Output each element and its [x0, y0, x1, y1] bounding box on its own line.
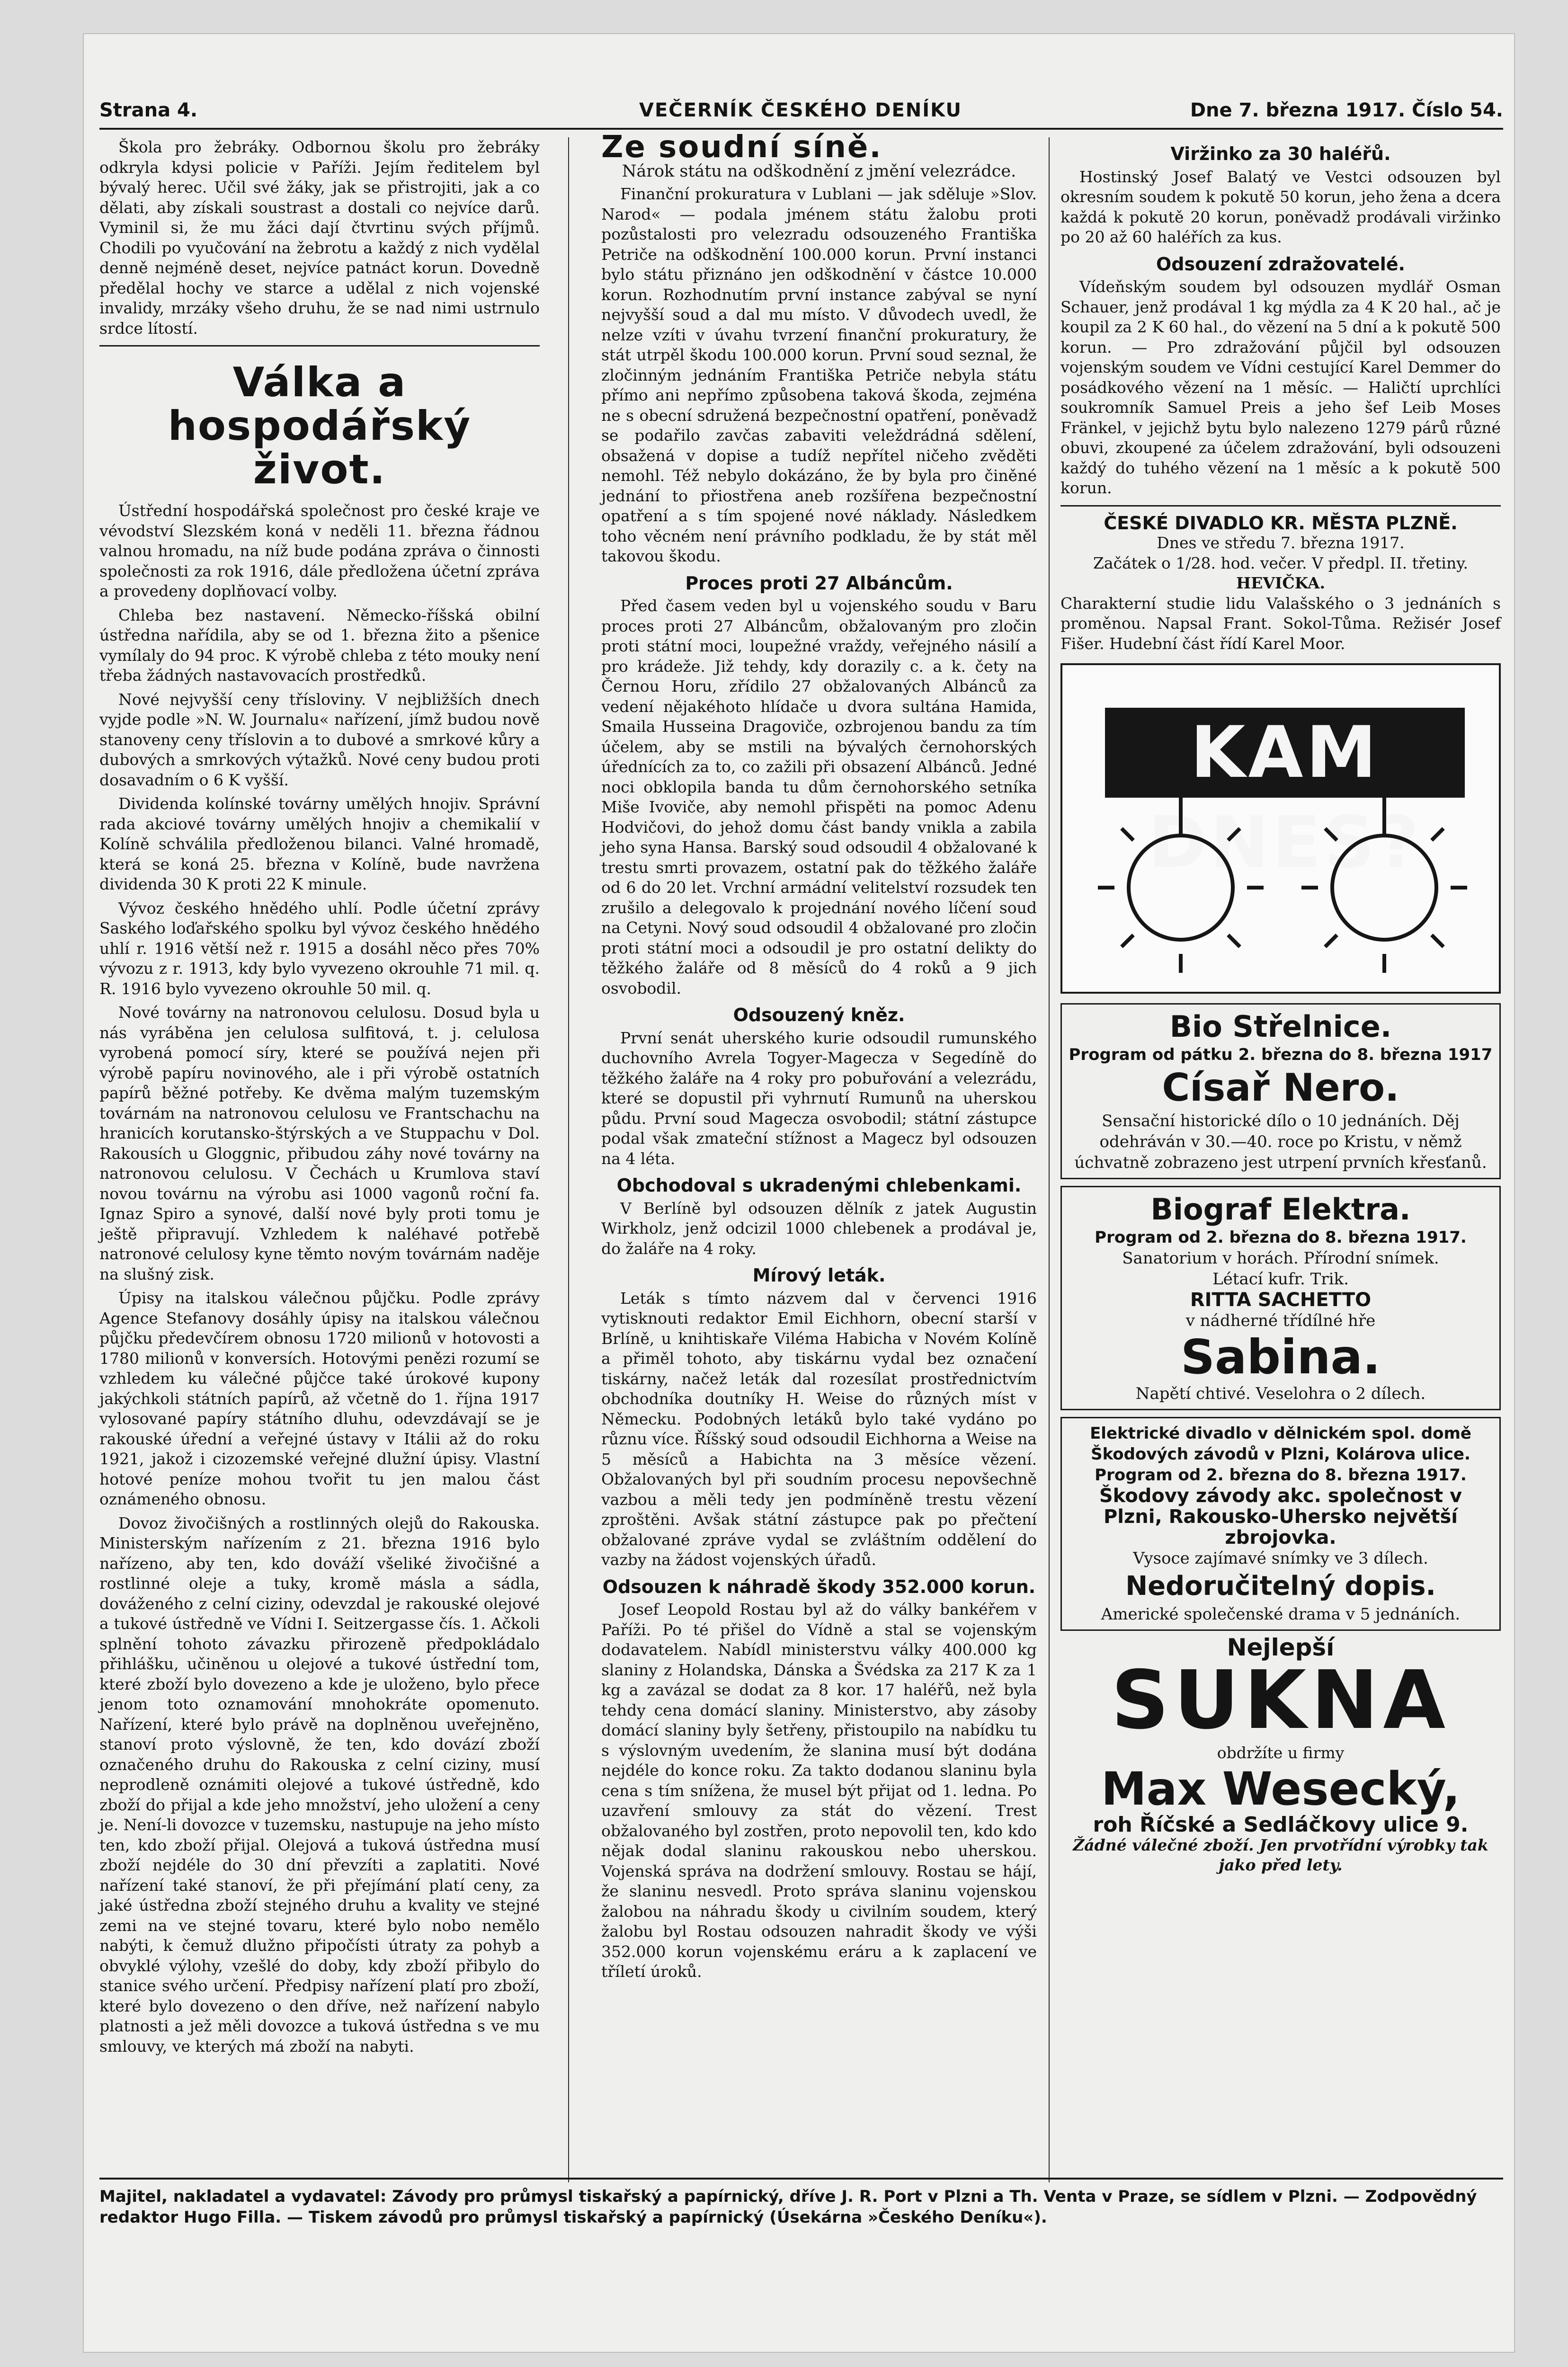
- elektra-program: Program od 2. března do 8. března 1917.: [1095, 1228, 1467, 1247]
- dom-film-2: Nedoručitelný dopis.: [1125, 1571, 1436, 1602]
- elektra-line-3: RITTA SACHETTO: [1190, 1289, 1372, 1311]
- sukna-note: Žádné válečné zboží. Jen prvotřídní výrobky tak jako před lety.: [1073, 1835, 1488, 1874]
- court-subtitle: Nárok státu na odškodnění z jmění velezrádce.: [622, 161, 1016, 181]
- bio-desc: Sensační historické dílo o 10 jednáních. Děj odehráván v 30.—40. roce po Kristu, v němž úchvatně zobrazeno jest utrpení prvních křesťanů.: [1074, 1112, 1487, 1172]
- separator: [99, 345, 540, 347]
- sukna-firm: Max Wesecký,: [1101, 1762, 1460, 1815]
- elektra-name: Biograf Elektra.: [1150, 1192, 1411, 1227]
- column-left: [99, 137, 540, 2060]
- theatre-notice: [1060, 513, 1501, 654]
- page-number: Strana 4.: [99, 99, 198, 121]
- separator: [1060, 505, 1501, 507]
- dom-desc-2: Americké společenské drama v 5 jednáních.: [1101, 1605, 1461, 1624]
- column-divider: [568, 137, 569, 2182]
- court-article-4: V Berlíně byl odsouzen dělník z jatek Augustin Wirkholz, jenž odcizil 1000 chlebenek a prodával je, do žaláře na 4 roky.: [601, 1199, 1037, 1258]
- theatre-name: ČESKÉ DIVADLO KR. MĚSTA PLZNĚ.: [1104, 512, 1458, 534]
- court-section-title: Ze soudní síně.: [601, 130, 882, 165]
- dom-line-1: Elektrické divadlo v dělnickém spol. domě Škodových závodů v Plzni, Kolárova ulice.: [1090, 1424, 1471, 1464]
- sukna-pre: Nejlepší: [1227, 1634, 1335, 1661]
- section-title: Válka a hospodářský život.: [168, 359, 472, 493]
- bio-name: Bio Střelnice.: [1169, 1009, 1392, 1044]
- kam-dnes-sign: KAM DNES?: [1105, 708, 1465, 798]
- dom-program: Program od 2. března do 8. března 1917.: [1095, 1466, 1467, 1485]
- elektra-film: Sabina.: [1180, 1329, 1381, 1385]
- theatre-date: Dnes ve středu 7. března 1917.: [1157, 534, 1405, 552]
- elektra-line-1: Sanatorium v horách. Přírodní snímek.: [1122, 1249, 1439, 1268]
- bio-strelnice-ad: [1060, 1003, 1501, 1179]
- elektra-line-4: v nádherné třídílné hře: [1185, 1311, 1376, 1330]
- headline-nahrada: Odsouzen k náhradě škody 352.000 korun.: [602, 1576, 1036, 1597]
- theatre-play: HEVIČKA.: [1236, 574, 1326, 592]
- theatre-time: Začátek o 1/28. hod. večer. V předpl. II. třetiny.: [1093, 553, 1468, 572]
- page-header: [99, 95, 1503, 130]
- econ-item-4: Dividenda kolínské továrny umělých hnojiv. Správní rada akciové továrny umělých hnojiv a chemikalií v Kolíně schválila předloženou bilanci. Valné hromadě, která se koná 25. března v Kolíně, bude navržena dividenda 30 K proti 22 K minule.: [99, 794, 540, 893]
- sukna-ad: [1060, 1634, 1501, 1876]
- court-article-1: Finanční prokuratura v Lublani — jak sděluje »Slov. Narod« — podala jménem státu žalobu proti pozůstalosti pro velezradu odsouzeného Františka Petriče na odškodnění 100.000 korun. První instanci bylo státu přiznáno jen odškodnění v částce 10.000 korun. Rozhodnutím první instance zabýval se nyní nejvyšší soud a dal mu místo. V důvodech uvedl, že nelze vzíti v úvahu tvrzení finanční prokuratury, že stát utrpěl škodu 100.000 korun. První soud seznal, že zločinným jednáním Františka Petriče nebyla státu přímo ani nepřímo způsobena taková škoda, zejména ne s obecní sdružená bezpečnostní opatření, poněvadž se podařilo zavčas zabaviti veleždrádná sdělení, obsažená v dopise a tudíž nepřítel ničeho zvěděti nemohl. Též nebylo dokázáno, že by byla pro činěné jednání to přiostřena aneb rozšířena bezpečnostní opatření a s tím spojené nové náklady. Následkem toho věcném není právního podkladu, že by stát měl takovou škodu.: [601, 185, 1037, 565]
- elektra-line-2: Létací kufr. Trik.: [1212, 1270, 1349, 1289]
- headline-albanci: Proces proti 27 Albáncům.: [685, 572, 953, 594]
- court-article-3: První senát uherského kurie odsoudil rumunského duchovního Avrela Togyer-Magecza v Segedíně do těžkého žaláře na 4 roky pro pobuřování a velezrádu, které se dopustil při vyhrnutí Rumunů na uherskou půdu. První soud Magecza osvobodil; státní zástupce podal však zmateční stížnost a Magecz byl odsouzen na 4 léta.: [601, 1028, 1037, 1168]
- sun-lamps-illustration: [1062, 665, 1498, 987]
- headline-letak: Mírový leták.: [752, 1265, 886, 1286]
- dom-film-1: Škodovy závody akc. společnost v Plzni, Rakousko-Uhersko největší zbrojovka.: [1099, 1485, 1462, 1548]
- headline-chlebenky: Obchodoval s ukradenými chlebenkami.: [616, 1175, 1022, 1196]
- econ-item-3: Nové nejvyšší ceny třísloviny. V nejbližších dnech vyjde podle »N. W. Journalu« nařízení, jímž budou nově stanoveny ceny tříslovin a to dubové a smrkové kůry a dubových a smrkových výtažků. Nové ceny budou proti dosavadním o 6 K vyšší.: [99, 690, 540, 789]
- econ-item-7: Úpisy na italskou válečnou půjčku. Podle zprávy Agence Stefanovy dosáhly úpisy na italskou válečnou půjčku předevčírem obnosu 1720 milionů v hotovosti a 1780 milionů v konversích. Hotovými penězi rozumí se vzhledem ku válečné půjčce také úrokové kupony jakýchkoli státních papírů, až včetně do 1. října 1917 vylosované papíry státního dluhu, odevzdávají se je rakouské úřední a veřejné ústavy v Itálii až do roku 1921, jakož i cizozemské veřejné dlužní úpisy. Vlastní hotové peníze mohou tvořit tu jen malou část oznámeného obnosu.: [99, 1289, 540, 1508]
- bio-film: Císař Nero.: [1162, 1066, 1399, 1110]
- article-skola: Škola pro žebráky. Odbornou školu pro žebráky odkryla kdysi policie v Paříži. Jejím ředitelem byl bývalý herec. Učil své žáky, jak se přistrojiti, jak a co dělati, aby získali soustrast a dostali co nejvíce darů. Vyminil si, že mu žáci dají čtvrtinu svých příjmů. Chodili po vyučování na žebrotu a každý z nich vydělal denně nejméně deset, nejvíce patnáct korun. Dovedně předělal hochy ve starce a udělal z nich vojenské invalidy, mrzáky všeho druhu, že se nad nimi ustrnulo srdce lítostí.: [99, 138, 540, 338]
- article-zdrazovatele: Vídeňským soudem byl odsouzen mydlář Osman Schauer, jenž prodával 1 kg mýdla za 4 K 20 hal., ač je koupil za 2 K 60 hal., do vězení na 5 dní a k pokutě 500 korun. — Pro zdražování půjčil byl odsouzen vojenským soudem ve Vídni cestující Karel Demmer do posádkového vězení na 1 měsíc. — Haličtí uprchlíci soukromník Samuel Preis a jeho šef Leib Moses Fränkel, v jejichž bytu bylo nalezeno 1279 párů různé obuvi, zkoupené za účelem zdražování, byli odsouzeni každý do tuhého vězení na 1 měsíc a k pokutě 500 korun.: [1060, 277, 1501, 497]
- article-virzinko: Hostinský Josef Balatý ve Vestci odsouzen byl okresním soudem k pokutě 50 korun, jeho žena a dcera každá k pokutě 20 korun, poněvadž prodávali viržinko po 20 až 60 haléřích za kus.: [1060, 167, 1501, 246]
- court-article-6: Josef Leopold Rostau byl až do války bankéřem v Paříži. Po té přišel do Vídně a stal se vojenským dodavatelem. Nabídl ministerstvu války 400.000 kg slaniny z Holandska, Dánska a Švédska za 217 K za 1 kg a zavázal se dodat za 8 kor. 17 haléřů, než byla tehdy cena domácí slaniny. Ministerstvo, aby zásoby domácí slaniny byly šetřeny, přistoupilo na nabídku tu s výslovným uvedením, že slanina musí být dodána nejdéle do konce roku. Za takto dodanou slaninu byla cena s tím snížena, že musel být přijat od 1. ledna. Po uzavření smlouvy za stát do vězení. Trest obžalovaného byl zostřen, proto nepovolil ten, kdo kdo nějak dodal slaninu rakouskou nebo uherskou. Vojenská správa na dodržení smlouvy. Rostau se hájí, že slaninu nesvedl. Proto správa slaninu vojenskou žalobou na náhradu škody u civilním soudem, který žalobu byl Rostau odsouzen nahradit škody ve výši 352.000 korun vojenskému eráru a k zaplacení ve tříletí úroků.: [601, 1600, 1037, 1981]
- sukna-title: SUKNA: [1111, 1653, 1451, 1747]
- econ-item-6: Nové továrny na natronovou celulosu. Dosud byla u nás vyráběna jen celulosa sulfitová, t. j. celulosa vyrobená pomocí síry, které se používá nejen při výrobě papíru novinového, ale i při výrobě ostatních papírů běžné potřeby. Ke dvěma malým tuzemským továrnám na natronovou celulosu ve Frantschachu na hranicích korutansko-štýrských a ve Stuppachu v Dol. Rakousích u Gloggnic, přibudou záhy nové továrny na natronovou celulosu. V Čechách u Krumlova staví novou továrnu na výrobu asi 1000 vagonů roční fa. Ignaz Spiro a synové, další nové byly proti tomu je ještě připravují. Vzhledem k naléhavé potřebě natronové celulosy kyne těmto novým továrnám naděje na slušný zisk.: [99, 1003, 540, 1283]
- headline-virzinko: Viržinko za 30 haléřů.: [1170, 143, 1391, 164]
- kam-dnes-ad: [1060, 663, 1501, 994]
- theatre-desc: Charakterní studie lidu Valašského o 3 jednáních s proměnou. Napsal Frant. Sokol-Tůma. Režisér Josef Fišer. Hudební část řídí Karel Moor.: [1060, 594, 1501, 653]
- column-right: [1060, 137, 1501, 1876]
- dom-desc-1: Vysoce zajímavé snímky ve 3 dílech.: [1133, 1549, 1428, 1568]
- court-article-2: Před časem veden byl u vojenského soudu v Baru proces proti 27 Albáncům, obžalovaným pro zločin proti státní moci, loupežné vraždy, veřejného násilí a pro krádeže. Již tehdy, kdy dorazily c. a k. čety na Černou Horu, zřídilo 27 obžalovaných Albánců za vedení nějakéhoto hlídače u dvora sultána Hamida, Smaila Husseina Dragoviče, ozbrojenou bandu za tím účelem, aby se mstili na bývalých černohorských úřednících za to, co zažili při obsazení Albánců. Jedné noci obklopila banda tu dům černohorského setníka Miše Ivoviče, aby nemohl přispěti na pomoc Adenu Hodvičovi, do jehož domu část bandy vnikla a zabila jeho syna Hansa. Barský soud odsoudil 4 obžalované k trestu smrti provazem, ostatní pak do těžkého žaláře od 6 do 20 let. Vrchní armádní velitelství rozsudek ten zrušilo a delegovalo k projednání nového líčení soud na Cetyni. Nový soud odsoudil 4 obžalované pro zločin proti státní moci a odsoudil je pro ostatní delikty do těžkého žaláře od 8 měsíců do 4 roků a 9 jich osvobodil.: [601, 596, 1037, 997]
- econ-item-1: Ústřední hospodářská společnost pro české kraje ve vévodství Slezském koná v neděli 11. března řádnou valnou hromadu, na níž bude podána zpráva o činnosti společnosti za rok 1916, dále předložena účetní zpráva a provedeny doplňovací volby.: [99, 501, 540, 600]
- sukna-mid: obdržíte u firmy: [1217, 1743, 1345, 1762]
- econ-item-8: Dovoz živočišných a rostlinných olejů do Rakouska. Ministerským nařízením z 21. března 1916 bylo nařízeno, aby ten, kdo dováží všeliké živočišné a rostlinné oleje a tuky, kromě másla a sádla, dováženého z celní ciziny, odevzdal je rakouské olejové a tukové ústředně ve Vídni I. Seitzergasse čís. 1. Ačkoli splnění tohoto závazku přirozeně předpokládalo přihlášku, učiněnou u olejové a tukové ústřední tom, které zboží bylo dovezeno a kde je uloženo, bylo přece jenom toto oznamování mnohokráte opomenuto. Nařízení, které bylo právě na doplněnou uveřejněno, stanoví proto výslovně, že ten, kdo dovází zboží označeného druhu do Rakouska z celní ciziny, musí neprodleně oznámiti olejové a tukové ústředně, kdo zboží do přijal a kde jeho množství, jeho uložení a ceny je. Není-li dovozce v tuzemsku, nastupuje na jeho místo ten, kdo zboží přijal. Olejová a tuková ústředna musí zboží nejdéle do 30 dní převzíti a zaplatiti. Nové nařízení také stanoví, že při přejímání platí ceny, za jaké ústředna zboží stejného druhu a kvality ve stejné zemi na ve stejné tovaru, které bylo nobo nemělo nabýti, k čemuž dlužno připočísti útraty za pohyb a obvyklé výlohy, vzešlé do doby, kdy zboží přibylo do stanice svého určení. Předpisy nařízení platí pro zboží, které bylo dovezeno o den dříve, než nařízení nabylo platnosti a jež měli dovozce a tuková ústředna s ve mu smlouvy, ve kterých má zboží na nabyti.: [99, 1513, 540, 2056]
- court-article-5: Leták s tímto názvem dal v červenci 1916 vytisknouti redaktor Emil Eichhorn, obecní starší v Brlíně, u knihtiskaře Viléma Habicha v Novém Kolíně a přiměl tohoto, aby tiskárnu vydal bez označení tiskárny, načež leták dal rozesílat prostřednictvím obchodníka doutníky H. Weise do různých míst v Německu. Podobných letáků bylo také vydáno po různu více. Říšský soud odsoudil Eichhorna a Weise na 5 měsíců a Habichta na 3 měsíce vězení. Obžalovaných byl při soudním procesu nepovšechně vazbou a měli tedy jen podmíněně trestu vězení zproštěni. Avšak státní zástupce pak po přečtení obžalované zpráve vydal se zvláštním oddělení do vazby na žádost vojenských úřadů.: [601, 1289, 1037, 1569]
- bio-program: Program od pátku 2. března do 8. března 1917: [1069, 1045, 1493, 1064]
- elektra-desc: Napětí chtivé. Veselohra o 2 dílech.: [1135, 1384, 1426, 1403]
- headline-zdrazovatele: Odsouzení zdražovatelé.: [1156, 253, 1405, 275]
- masthead: VEČERNÍK ČESKÉHO DENÍKU: [639, 99, 962, 121]
- econ-item-2: Chleba bez nastavení. Německo-říšská obilní ústředna nařídila, aby se od 1. března žito a pšenice vymílaly do 94 proc. K výrobě chleba z této mouky není třeba žádných nastavovacích prostředků.: [99, 605, 540, 685]
- imprint-footer: Majitel, nakladatel a vydavatel: Závody pro průmysl tiskařský a papírnický, dříve J. R. Port v Plzni a Th. Venta v Praze, se sídlem v Plzni. — Zodpovědný redaktor Hugo Filla. — Tiskem závodů pro průmysl tiskařský a papírnický (Úsekárna »Českého Deníku«).: [99, 2178, 1503, 2228]
- headline-knez: Odsouzený kněz.: [733, 1005, 905, 1025]
- skoda-divadlo-ad: [1060, 1417, 1501, 1631]
- econ-item-5: Vývoz českého hnědého uhlí. Podle účetní zprávy Saského loďařského spolku byl vývoz českého hnědého uhlí r. 1916 větší než r. 1915 a dosáhl něco přes 70% vývozu z r. 1913, kdy bylo vyvezeno okrouhle 71 mil. q. R. 1916 bylo vyvezeno okrouhle 50 mil. q.: [99, 899, 540, 998]
- sukna-address: roh Říčské a Sedláčkovy ulice 9.: [1093, 1813, 1469, 1837]
- column-divider: [1049, 137, 1050, 2182]
- elektra-ad: [1060, 1186, 1501, 1410]
- column-middle: [601, 130, 1037, 1986]
- issue-date: Dne 7. března 1917. Číslo 54.: [1190, 99, 1503, 121]
